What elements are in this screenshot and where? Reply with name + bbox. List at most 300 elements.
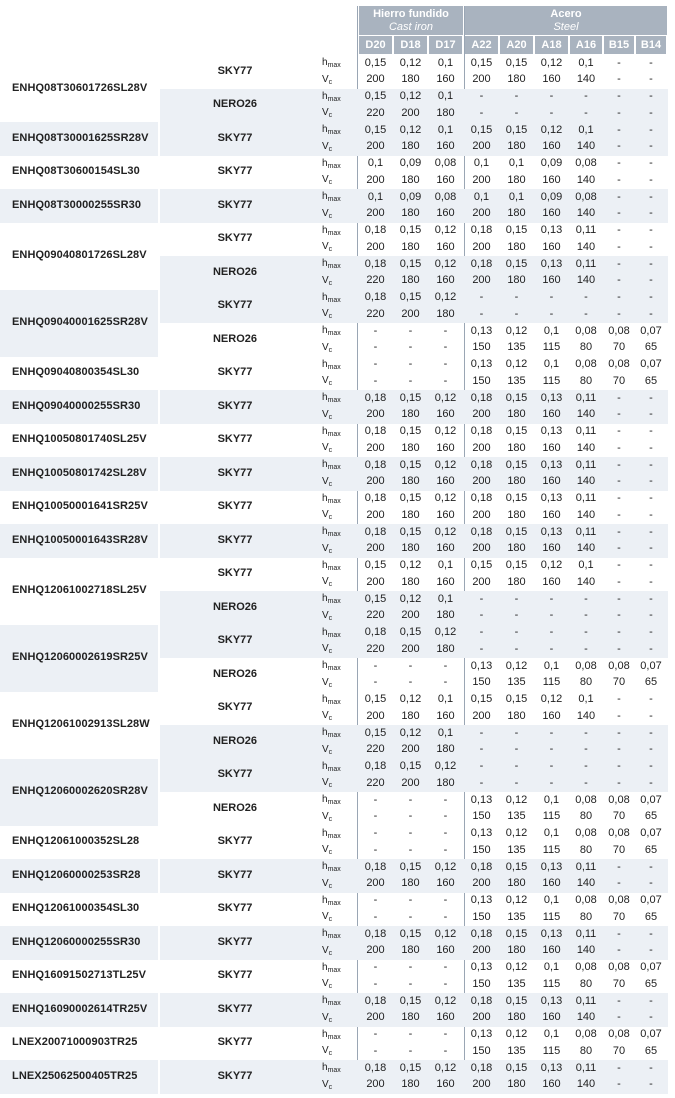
table-cell: 0,12 <box>434 458 457 471</box>
table-cell: 0,1 <box>367 190 384 203</box>
vc-label-sub: c <box>328 581 333 589</box>
vc-label-sub: c <box>328 1016 333 1024</box>
product-row <box>0 524 668 558</box>
table-cell: 65 <box>644 1044 658 1057</box>
table-cell: - <box>373 961 378 973</box>
table-cell: 0,13 <box>470 793 493 806</box>
hmax-label-main: h <box>322 928 328 939</box>
hmax-label <box>322 191 341 202</box>
table-cell: - <box>617 425 621 437</box>
table-cell: - <box>617 391 621 404</box>
table-cell: 180 <box>401 173 420 186</box>
vc-label-main: V <box>322 308 329 320</box>
table-cell: 0,12 <box>434 760 457 772</box>
table-cell: 220 <box>366 307 385 320</box>
table-cell: - <box>549 592 554 605</box>
table-cell: - <box>649 391 653 404</box>
product-code: ENHQ10050801742SL28V <box>12 466 147 479</box>
product-code: ENHQ10050001643SR28V <box>12 533 148 546</box>
table-cell: - <box>649 173 653 186</box>
table-cell: 0,18 <box>364 458 387 471</box>
vc-label-sub: c <box>328 112 333 120</box>
vc-label-main: V <box>322 1078 329 1090</box>
table-cell: 140 <box>576 1011 596 1024</box>
product-row <box>0 55 668 122</box>
vc-label-main: V <box>322 341 329 353</box>
column-header-a18: A18 <box>535 36 568 54</box>
grade-name: SKY77 <box>217 634 253 647</box>
table-cell: - <box>514 726 519 739</box>
table-cell: 0,13 <box>540 492 563 504</box>
product-code: ENHQ16090002614TR25V <box>12 1002 148 1015</box>
hmax-label <box>322 861 341 872</box>
table-cell: - <box>649 274 653 287</box>
table-cell: - <box>549 776 554 789</box>
vc-label <box>322 543 332 554</box>
table-cell: 0,1 <box>437 56 454 69</box>
hmax-label-sub: max <box>327 129 341 136</box>
vc-label-main: V <box>322 609 329 621</box>
table-cell: - <box>617 726 621 739</box>
vc-label-sub: c <box>328 413 333 421</box>
table-cell: 0,13 <box>540 425 563 437</box>
table-cell: - <box>408 1028 413 1040</box>
vc-label-sub: c <box>328 313 333 321</box>
table-cell: 0,08 <box>575 190 597 203</box>
table-cell: 140 <box>576 542 596 555</box>
table-cell: - <box>584 90 588 102</box>
table-cell: - <box>649 508 653 521</box>
table-cell: - <box>479 626 484 638</box>
table-cell: - <box>443 961 448 973</box>
table-cell: - <box>617 927 621 940</box>
vc-label <box>322 74 332 85</box>
table-cell: 0,12 <box>434 994 457 1007</box>
hmax-label-sub: max <box>327 1033 341 1041</box>
table-cell: 200 <box>472 173 491 186</box>
table-cell: 0,18 <box>470 257 493 270</box>
table-cell: 0,18 <box>470 458 493 471</box>
table-cell: 0,08 <box>575 827 597 839</box>
table-cell: - <box>549 743 554 756</box>
table-cell: 0,15 <box>364 123 387 136</box>
table-cell: 0,11 <box>575 994 597 1007</box>
table-cell: - <box>649 592 653 605</box>
table-cell: - <box>408 1044 413 1057</box>
table-cell: 0,12 <box>434 1061 457 1074</box>
table-cell: 80 <box>579 810 593 823</box>
vc-label-main: V <box>322 207 329 219</box>
table-cell: 200 <box>401 642 420 655</box>
table-cell: 0,15 <box>399 458 422 471</box>
product-row <box>0 1027 668 1061</box>
table-cell: 150 <box>472 374 491 387</box>
table-cell: 80 <box>579 1044 593 1057</box>
table-cell: 0,15 <box>364 56 387 69</box>
table-cell: 160 <box>542 441 561 454</box>
hmax-label-main: h <box>322 358 328 370</box>
table-cell: 0,11 <box>575 224 597 236</box>
hmax-label-main: h <box>322 626 328 638</box>
hmax-label-sub: max <box>327 564 341 572</box>
table-cell: - <box>514 90 519 102</box>
vc-label <box>322 677 332 688</box>
vc-label <box>322 1079 332 1090</box>
table-cell: 0,15 <box>505 224 528 236</box>
table-cell: - <box>584 307 588 320</box>
product-row <box>0 759 668 826</box>
table-cell: 180 <box>401 408 420 421</box>
product-code: ENHQ08T30601726SL28V <box>12 81 148 94</box>
product-code: LNEX20071000903TR25 <box>12 1036 138 1049</box>
table-cell: 0,15 <box>399 760 422 772</box>
table-cell: 160 <box>542 575 561 588</box>
table-cell: 160 <box>436 944 455 957</box>
table-cell: 0,1 <box>473 157 490 169</box>
product-code: ENHQ12060002619SR25V <box>12 651 148 663</box>
vc-label <box>322 308 332 319</box>
table-cell: - <box>373 894 378 906</box>
table-cell: 200 <box>366 140 385 153</box>
column-header-a20: A20 <box>500 36 533 54</box>
hmax-label-sub: max <box>327 1000 341 1007</box>
table-cell: 180 <box>436 307 455 320</box>
hmax-label-sub: max <box>327 363 341 371</box>
hmax-label-sub: max <box>327 799 341 806</box>
grade-name: SKY77 <box>217 131 253 144</box>
table-cell: 140 <box>576 709 596 722</box>
table-cell: - <box>617 609 621 622</box>
table-cell: - <box>443 977 448 990</box>
table-cell: 0,12 <box>434 224 457 236</box>
table-cell: 200 <box>401 743 420 756</box>
table-cell: 0,08 <box>608 827 630 839</box>
table-cell: - <box>617 257 621 270</box>
table-cell: 0,13 <box>540 391 563 404</box>
grade-name: SKY77 <box>217 902 253 915</box>
cast-iron-title: Hierro fundido <box>373 8 449 20</box>
table-cell: - <box>617 592 621 605</box>
table-cell: 140 <box>576 508 596 521</box>
table-cell: 0,07 <box>640 793 662 806</box>
vc-label-sub: c <box>328 748 333 756</box>
table-cell: - <box>649 207 653 220</box>
grade-name: SKY77 <box>217 969 253 982</box>
table-cell: 200 <box>472 240 491 253</box>
table-cell: 180 <box>436 106 455 119</box>
table-cell: 0,12 <box>540 56 563 69</box>
table-cell: 220 <box>366 274 385 287</box>
table-cell: 0,18 <box>364 425 387 437</box>
table-cell: 0,09 <box>540 157 563 169</box>
hmax-label-sub: max <box>327 330 341 337</box>
table-cell: 0,13 <box>470 358 493 370</box>
vc-label-main: V <box>322 911 329 923</box>
table-cell: 150 <box>472 676 491 689</box>
table-cell: - <box>649 877 653 890</box>
table-cell: - <box>649 609 653 622</box>
table-cell: - <box>649 56 653 69</box>
table-cell: 0,18 <box>470 525 493 538</box>
table-cell: 0,18 <box>364 492 387 504</box>
table-cell: 0,15 <box>399 525 422 538</box>
table-cell: - <box>649 743 653 756</box>
table-cell: 0,08 <box>434 157 457 169</box>
table-cell: - <box>649 1078 653 1091</box>
table-cell: 160 <box>436 475 455 488</box>
grade-name: SKY77 <box>217 1069 253 1082</box>
table-cell: - <box>584 106 588 119</box>
table-cell: - <box>408 894 413 906</box>
table-cell: 160 <box>436 240 455 253</box>
column-header-a16: A16 <box>570 36 602 54</box>
table-cell: 0,1 <box>543 961 560 973</box>
vc-label-sub: c <box>328 1083 333 1091</box>
table-cell: 70 <box>612 977 626 990</box>
hmax-label <box>322 995 341 1006</box>
table-cell: 0,12 <box>434 525 457 538</box>
table-cell: 140 <box>576 73 596 86</box>
table-cell: 220 <box>366 642 385 655</box>
table-cell: 0,13 <box>540 224 563 236</box>
vc-label-main: V <box>322 810 329 822</box>
table-cell: 0,08 <box>575 1028 597 1040</box>
table-cell: 0,1 <box>578 559 594 571</box>
table-cell: 200 <box>366 1011 385 1024</box>
grade-name: SKY77 <box>217 299 253 312</box>
table-cell: 200 <box>472 475 491 488</box>
table-cell: - <box>408 374 413 387</box>
hmax-label-sub: max <box>327 832 341 840</box>
product-row <box>0 926 668 960</box>
table-cell: 0,1 <box>437 90 454 102</box>
table-cell: 200 <box>472 207 491 220</box>
table-cell: - <box>649 944 653 957</box>
table-cell: 150 <box>472 341 491 354</box>
hmax-label-main: h <box>322 258 328 269</box>
table-cell: 0,08 <box>608 358 630 370</box>
table-cell: - <box>649 542 653 555</box>
hmax-label <box>322 91 341 102</box>
table-cell: 80 <box>579 910 593 923</box>
grade-name: SKY77 <box>217 399 253 412</box>
table-cell: - <box>649 693 653 705</box>
hmax-label-main: h <box>322 526 328 537</box>
vc-label <box>322 576 332 587</box>
table-cell: 160 <box>542 173 561 186</box>
cast-iron-subtitle: Cast iron <box>388 21 434 33</box>
table-cell: - <box>617 559 621 571</box>
table-cell: - <box>584 726 588 739</box>
table-cell: 180 <box>401 207 420 220</box>
hmax-label-sub: max <box>327 196 341 203</box>
table-cell: 0,15 <box>505 492 528 504</box>
table-cell: 0,15 <box>505 927 528 940</box>
table-cell: 160 <box>542 1078 561 1091</box>
table-cell: 200 <box>472 408 491 421</box>
table-cell: - <box>373 659 378 672</box>
table-cell: 0,12 <box>540 559 563 571</box>
vc-label-main: V <box>322 442 329 454</box>
table-cell: 200 <box>472 709 491 722</box>
vc-label-sub: c <box>328 983 333 991</box>
table-cell: 0,12 <box>399 123 422 136</box>
table-cell: 0,18 <box>364 994 387 1007</box>
table-cell: 150 <box>472 1044 491 1057</box>
table-cell: - <box>479 291 484 303</box>
product-row <box>0 390 668 424</box>
vc-label-sub: c <box>328 1050 333 1058</box>
hmax-label <box>322 761 341 772</box>
table-cell: - <box>649 776 653 789</box>
table-cell: - <box>479 307 484 320</box>
table-cell: 0,1 <box>543 358 560 370</box>
grade-name: SKY77 <box>217 366 253 379</box>
product-row <box>0 960 668 994</box>
table-cell: 160 <box>436 1078 455 1091</box>
table-cell: - <box>443 358 448 370</box>
table-cell: 200 <box>366 475 385 488</box>
table-cell: 80 <box>579 341 593 354</box>
vc-label-main: V <box>322 844 329 856</box>
table-cell: - <box>479 642 484 655</box>
vc-label <box>322 375 332 386</box>
table-cell: - <box>443 659 448 672</box>
hmax-label <box>322 158 341 169</box>
hmax-label-sub: max <box>327 229 341 237</box>
hmax-label <box>322 459 341 470</box>
table-cell: - <box>549 626 554 638</box>
product-code: ENHQ12060000255SR30 <box>12 935 141 948</box>
vc-label-main: V <box>322 743 329 755</box>
table-cell: - <box>584 642 588 655</box>
table-cell: - <box>617 994 621 1007</box>
table-cell: 0,12 <box>399 90 422 102</box>
table-cell: 0,15 <box>364 90 387 102</box>
vc-label-main: V <box>322 710 329 722</box>
product-row <box>0 625 668 692</box>
hmax-label-main: h <box>322 961 328 973</box>
table-cell: - <box>514 291 519 303</box>
table-cell: 160 <box>542 274 561 287</box>
vc-label-main: V <box>322 107 329 119</box>
table-cell: - <box>373 810 378 823</box>
vc-label <box>322 844 332 855</box>
table-cell: 0,18 <box>470 994 493 1007</box>
table-cell: 200 <box>401 776 420 789</box>
vc-label-sub: c <box>328 380 333 388</box>
table-cell: - <box>617 743 621 756</box>
table-cell: 180 <box>507 240 526 253</box>
vc-label-sub: c <box>328 782 333 790</box>
table-cell: - <box>443 810 448 823</box>
table-cell: 115 <box>542 910 561 923</box>
table-cell: - <box>617 157 621 169</box>
product-code: ENHQ12061002718SL25V <box>12 584 147 596</box>
vc-label <box>322 1045 332 1056</box>
hmax-label-main: h <box>322 57 328 68</box>
vc-label-main: V <box>322 777 329 789</box>
table-cell: 0,18 <box>470 492 493 504</box>
table-cell: 0,15 <box>505 257 528 270</box>
table-cell: 200 <box>366 1078 385 1091</box>
vc-label-sub: c <box>328 815 333 823</box>
table-cell: 0,15 <box>505 391 528 404</box>
table-cell: 0,1 <box>508 190 525 203</box>
hmax-label-main: h <box>322 727 328 738</box>
table-cell: 0,13 <box>540 525 563 538</box>
hmax-label <box>322 727 341 738</box>
table-cell: - <box>617 693 621 705</box>
table-cell: 0,11 <box>575 458 597 471</box>
vc-label-main: V <box>322 174 329 186</box>
table-cell: 115 <box>542 1044 561 1057</box>
table-cell: - <box>649 90 653 102</box>
table-cell: 135 <box>507 810 526 823</box>
grade-name: SKY77 <box>217 567 253 580</box>
table-cell: 0,15 <box>505 994 528 1007</box>
table-cell: 140 <box>576 877 596 890</box>
table-cell: - <box>617 1011 621 1024</box>
grade-name: SKY77 <box>217 500 253 513</box>
table-cell: 0,12 <box>505 1028 528 1040</box>
table-cell: - <box>373 358 378 370</box>
table-cell: 180 <box>507 274 526 287</box>
table-cell: 0,15 <box>399 257 422 270</box>
table-cell: 0,1 <box>367 157 384 169</box>
table-cell: 200 <box>472 274 491 287</box>
table-cell: - <box>373 793 378 806</box>
table-cell: - <box>617 492 621 504</box>
table-cell: - <box>549 90 554 102</box>
product-row <box>0 457 668 491</box>
grade-name: SKY77 <box>217 868 253 881</box>
table-cell: 0,1 <box>437 693 454 705</box>
hmax-label-main: h <box>322 392 328 403</box>
table-cell: 200 <box>472 140 491 153</box>
hmax-label-sub: max <box>327 497 341 505</box>
hmax-label <box>322 928 341 939</box>
table-cell: 180 <box>507 1078 526 1091</box>
table-cell: 0,12 <box>540 693 563 705</box>
table-cell: 0,12 <box>434 391 457 404</box>
table-cell: 0,08 <box>608 894 630 906</box>
hmax-label-main: h <box>322 660 328 671</box>
table-cell: 0,09 <box>399 190 422 203</box>
table-cell: - <box>584 609 588 622</box>
table-cell: - <box>649 224 653 236</box>
table-cell: - <box>479 106 484 119</box>
table-cell: 0,15 <box>470 559 493 571</box>
table-cell: 180 <box>507 1011 526 1024</box>
table-cell: - <box>617 525 621 538</box>
table-cell: - <box>443 341 448 354</box>
hmax-label <box>322 57 341 68</box>
table-cell: - <box>514 307 519 320</box>
table-cell: 200 <box>366 207 385 220</box>
table-cell: 0,13 <box>540 927 563 940</box>
table-cell: 135 <box>507 843 526 856</box>
vc-label-main: V <box>322 375 329 387</box>
table-cell: 140 <box>576 240 596 253</box>
table-cell: - <box>584 592 588 605</box>
table-cell: 0,18 <box>364 626 387 638</box>
table-cell: 0,08 <box>575 894 597 906</box>
table-cell: 180 <box>401 944 420 957</box>
table-cell: 180 <box>401 1078 420 1091</box>
table-cell: 0,12 <box>399 592 422 605</box>
grade-name: SKY77 <box>217 1002 253 1015</box>
